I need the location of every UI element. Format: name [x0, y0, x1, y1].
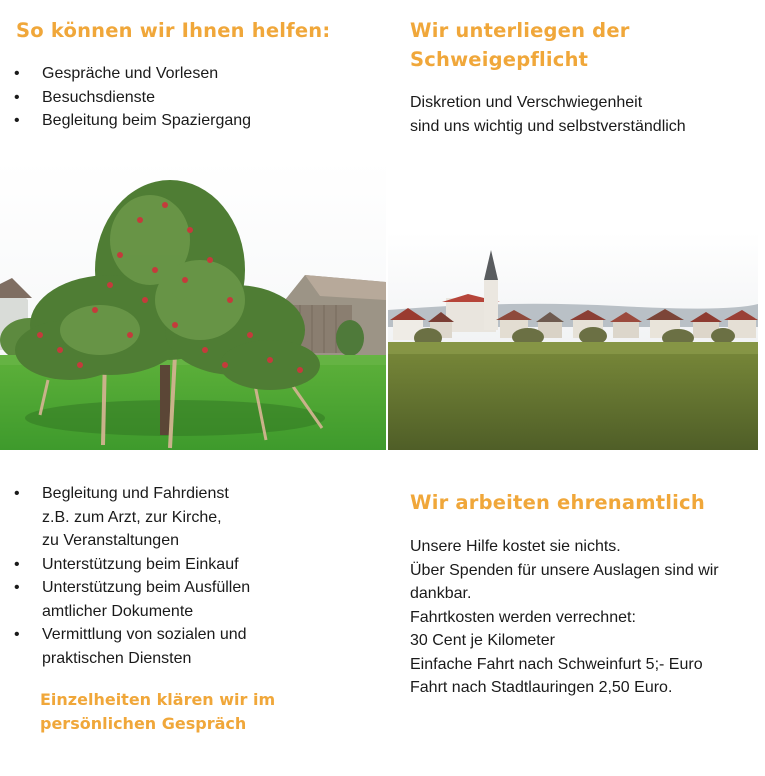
helpers-heading: So können wir Ihnen helfen:: [16, 19, 331, 42]
list-item: • Unterstützung beim Einkauf: [14, 553, 374, 577]
list-item: • Begleitung und Fahrdienst z.B. zum Arzt, zur Kirche, zu Veranstaltungen: [14, 482, 374, 553]
volunteer-text: Unsere Hilfe kostet sie nichts. Über Spenden für unsere Auslagen sind wir dankbar. Fahrtkosten werden verrechnet: 30 Cent je Kilometer Einfache Fahrt nach Schweinfurt 5;- Euro Fahrt nach Stadtlauringen 2,50 Euro.: [410, 538, 719, 696]
closing-note: Einzelheiten klären wir im persönlichen Gespräch: [40, 690, 276, 733]
village-photo: [388, 232, 758, 450]
list-item: • Unterstützung beim Ausfüllen amtlicher Dokumente: [14, 576, 374, 623]
services-list-top: [14, 62, 374, 133]
apple-tree-photo: [0, 160, 386, 450]
confidentiality-text: Diskretion und Verschwiegenheit sind uns wichtig und selbstverständlich: [410, 94, 686, 135]
services-list-bottom: [14, 482, 374, 670]
list-item: • Begleitung beim Spaziergang: [14, 109, 374, 133]
confidentiality-heading: Wir unterliegen der Schweigepflicht: [410, 19, 630, 71]
list-item: • Gespräche und Vorlesen: [14, 62, 374, 86]
list-item: • Vermittlung von sozialen und praktischen Diensten: [14, 623, 374, 670]
volunteer-heading: Wir arbeiten ehrenamtlich: [410, 491, 705, 514]
list-item: • Besuchsdienste: [14, 86, 374, 110]
